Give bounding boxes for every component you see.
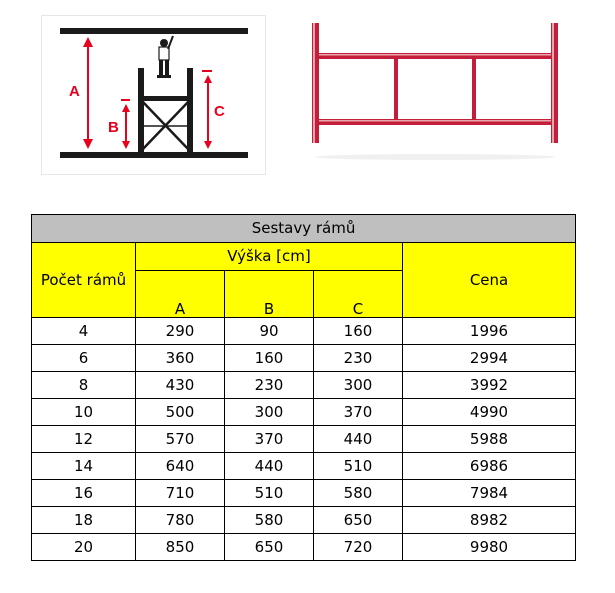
cell-c: 650 xyxy=(314,507,403,534)
cell-c: 510 xyxy=(314,453,403,480)
dimension-a-label: A xyxy=(69,83,80,100)
header-c: C xyxy=(314,271,403,318)
header-height: Výška [cm] xyxy=(136,243,403,271)
cell-a: 360 xyxy=(136,345,225,372)
header-price: Cena xyxy=(403,243,576,318)
cell-b: 370 xyxy=(225,426,314,453)
cell-frames: 12 xyxy=(32,426,136,453)
cell-c: 370 xyxy=(314,399,403,426)
cell-price: 4990 xyxy=(403,399,576,426)
header-a: A xyxy=(136,271,225,318)
cell-frames: 14 xyxy=(32,453,136,480)
cell-b: 230 xyxy=(225,372,314,399)
worker-icon xyxy=(157,36,173,78)
table-row xyxy=(32,372,576,399)
cell-c: 230 xyxy=(314,345,403,372)
cell-a: 640 xyxy=(136,453,225,480)
cell-b: 90 xyxy=(225,318,314,345)
ceiling-bar xyxy=(60,28,248,34)
table-row xyxy=(32,399,576,426)
cell-frames: 16 xyxy=(32,480,136,507)
table-title: Sestavy rámů xyxy=(32,215,576,243)
cell-b: 300 xyxy=(225,399,314,426)
dimension-c-label: C xyxy=(214,103,225,120)
cell-a: 290 xyxy=(136,318,225,345)
table-row xyxy=(32,480,576,507)
cell-price: 1996 xyxy=(403,318,576,345)
cell-a: 850 xyxy=(136,534,225,561)
cell-frames: 6 xyxy=(32,345,136,372)
frame-shadow xyxy=(315,154,555,160)
floor-bar xyxy=(60,152,248,158)
cell-price: 3992 xyxy=(403,372,576,399)
dimension-c-arrow xyxy=(202,71,212,149)
cell-price: 5988 xyxy=(403,426,576,453)
cell-a: 570 xyxy=(136,426,225,453)
header-b: B xyxy=(225,271,314,318)
cell-c: 160 xyxy=(314,318,403,345)
cell-b: 650 xyxy=(225,534,314,561)
table-row xyxy=(32,345,576,372)
cell-a: 500 xyxy=(136,399,225,426)
scaffold-dimension-diagram xyxy=(41,15,266,175)
cell-frames: 10 xyxy=(32,399,136,426)
table-row xyxy=(32,318,576,345)
cell-c: 300 xyxy=(314,372,403,399)
cell-b: 440 xyxy=(225,453,314,480)
cell-b: 510 xyxy=(225,480,314,507)
cell-c: 720 xyxy=(314,534,403,561)
cell-b: 160 xyxy=(225,345,314,372)
cell-price: 6986 xyxy=(403,453,576,480)
frame-structure xyxy=(312,23,558,143)
table-row xyxy=(32,507,576,534)
cell-c: 440 xyxy=(314,426,403,453)
frame-sets-table xyxy=(31,214,576,561)
cell-a: 430 xyxy=(136,372,225,399)
cell-frames: 4 xyxy=(32,318,136,345)
table-title-row xyxy=(32,215,576,243)
cell-frames: 20 xyxy=(32,534,136,561)
cell-price: 9980 xyxy=(403,534,576,561)
dimension-b-arrow xyxy=(121,100,130,149)
scaffold-dimension-svg xyxy=(42,16,267,176)
cell-c: 580 xyxy=(314,480,403,507)
scaffold-frame-illustration xyxy=(300,15,570,165)
cell-a: 780 xyxy=(136,507,225,534)
cell-frames: 18 xyxy=(32,507,136,534)
cell-price: 2994 xyxy=(403,345,576,372)
table-body xyxy=(32,318,576,561)
header-frame-count: Počet rámů xyxy=(32,243,136,318)
dimension-b-label: B xyxy=(108,119,119,136)
cell-b: 580 xyxy=(225,507,314,534)
table-row xyxy=(32,426,576,453)
dimension-a-arrow xyxy=(83,37,93,149)
table-row xyxy=(32,534,576,561)
table-row xyxy=(32,453,576,480)
cell-a: 710 xyxy=(136,480,225,507)
scaffold-tower xyxy=(138,68,193,152)
cell-price: 8982 xyxy=(403,507,576,534)
cell-price: 7984 xyxy=(403,480,576,507)
scaffold-frame-svg xyxy=(300,15,570,165)
cell-frames: 8 xyxy=(32,372,136,399)
table-header-row-top xyxy=(32,243,576,271)
